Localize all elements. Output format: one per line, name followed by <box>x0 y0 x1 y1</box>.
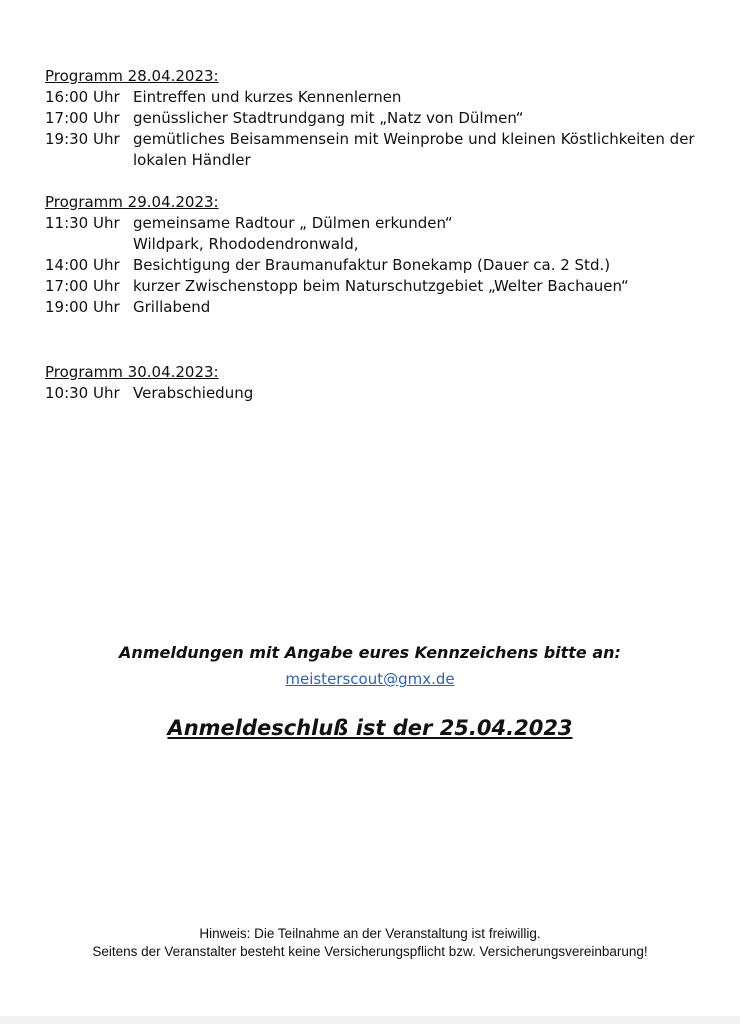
schedule-text: Eintreffen und kurzes Kennenlernen <box>133 88 402 106</box>
schedule-text: gemeinsame Radtour „ Dülmen erkunden“ <box>133 214 453 232</box>
schedule-time: 19:30 Uhr <box>45 130 120 148</box>
schedule-time: 10:30 Uhr <box>45 384 120 402</box>
program-title: Programm 30.04.2023: <box>45 363 219 381</box>
schedule-text: kurzer Zwischenstopp beim Naturschutzgebiet „Welter Bachauen“ <box>133 277 629 295</box>
schedule-row <box>45 297 705 318</box>
registration-deadline: Anmeldeschluß ist der 25.04.2023 <box>167 716 573 740</box>
registration-text: Anmeldungen mit Angabe eures Kennzeichens bitte an: <box>119 643 621 662</box>
schedule-text: Grillabend <box>133 298 211 316</box>
schedule-time: 11:30 Uhr <box>45 214 120 232</box>
schedule-row <box>45 213 705 255</box>
schedule-row <box>45 87 705 108</box>
program-section-3 <box>45 362 705 404</box>
schedule-row <box>45 108 705 129</box>
registration-email-link[interactable]: meisterscout@gmx.de <box>285 670 455 688</box>
schedule-text: Wildpark, Rhododendronwald, <box>133 235 359 253</box>
schedule-time: 14:00 Uhr <box>45 256 120 274</box>
schedule-text: gemütliches Beisammensein mit Weinprobe und kleinen Köstlichkeiten der <box>133 130 695 148</box>
schedule-row <box>45 276 705 297</box>
program-section-2 <box>45 192 705 318</box>
schedule-row <box>45 129 705 171</box>
notice-line-2: Seitens der Veranstalter besteht keine Versicherungspflicht bzw. Versicherungsvereinbarung! <box>92 944 648 959</box>
schedule-text: Verabschiedung <box>133 384 254 402</box>
program-title: Programm 29.04.2023: <box>45 193 219 211</box>
schedule-text: genüsslicher Stadtrundgang mit „Natz von Dülmen“ <box>133 109 524 127</box>
schedule-row <box>45 255 705 276</box>
schedule-time: 19:00 Uhr <box>45 298 120 316</box>
page-bottom-edge <box>0 1016 740 1024</box>
program-section-1 <box>45 66 705 171</box>
schedule-time: 17:00 Uhr <box>45 109 120 127</box>
schedule-time: 17:00 Uhr <box>45 277 120 295</box>
schedule-row <box>45 383 705 404</box>
schedule-text: lokalen Händler <box>133 151 251 169</box>
schedule-time: 16:00 Uhr <box>45 88 120 106</box>
program-title: Programm 28.04.2023: <box>45 67 219 85</box>
notice-line-1: Hinweis: Die Teilnahme an der Veranstaltung ist freiwillig. <box>199 926 541 941</box>
schedule-text: Besichtigung der Braumanufaktur Bonekamp (Dauer ca. 2 Std.) <box>133 256 611 274</box>
